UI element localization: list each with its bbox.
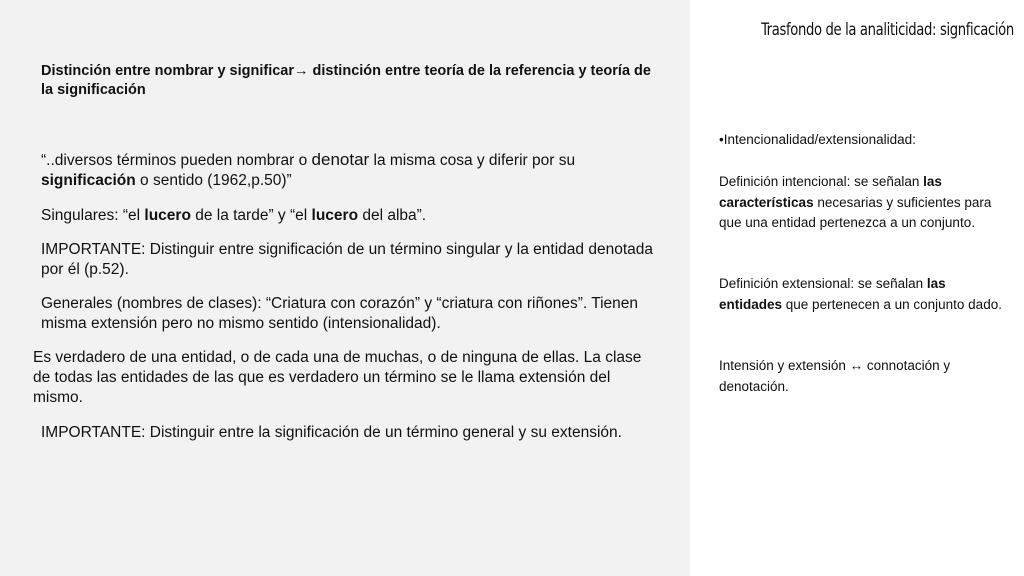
bullet-intencionalidad: •Intencionalidad/extensionalidad:	[719, 132, 916, 147]
quote-paragraph: “..diversos términos pueden nombrar o denotar la misma cosa y diferir por su significación o sentido (1962,p.50)”	[41, 150, 576, 189]
extension-paragraph: Es verdadero de una entidad, o de cada una de muchas, o de ninguna de ellas. La clase de todas las entidades de las que es verdadero un término se le llama extensión del mismo.	[33, 349, 642, 406]
definicion-extensional: Definición extensional: se señalan las entidades que pertenecen a un conjunto dado.	[719, 276, 1002, 312]
generales-paragraph: Generales (nombres de clases): “Criatura con corazón” y “criatura con riñones”. Tienen misma extensión pero no mismo sentido (intensionalidad).	[41, 295, 639, 332]
section-heading: Distinción entre nombrar y significar→ distinción entre teoría de la referencia y teoría de la significación	[41, 63, 651, 98]
slide-title: Trasfondo de la analiticidad: signficación	[761, 20, 1014, 40]
importante-general-paragraph: IMPORTANTE: Distinguir entre la significación de un término general y su extensión.	[41, 424, 622, 441]
singulares-paragraph: Singulares: “el lucero de la tarde” y “el lucero del alba”.	[41, 207, 427, 224]
intension-extension-note: Intensión y extensión ↔ connotación y denotación.	[719, 358, 951, 394]
definicion-intencional: Definición intencional: se señalan las características necesarias y suficientes para que una entidad pertenezca a un conjunto.	[719, 174, 992, 230]
importante-singular-paragraph: IMPORTANTE: Distinguir entre significación de un término singular y la entidad denotada por él (p.52).	[41, 241, 653, 278]
